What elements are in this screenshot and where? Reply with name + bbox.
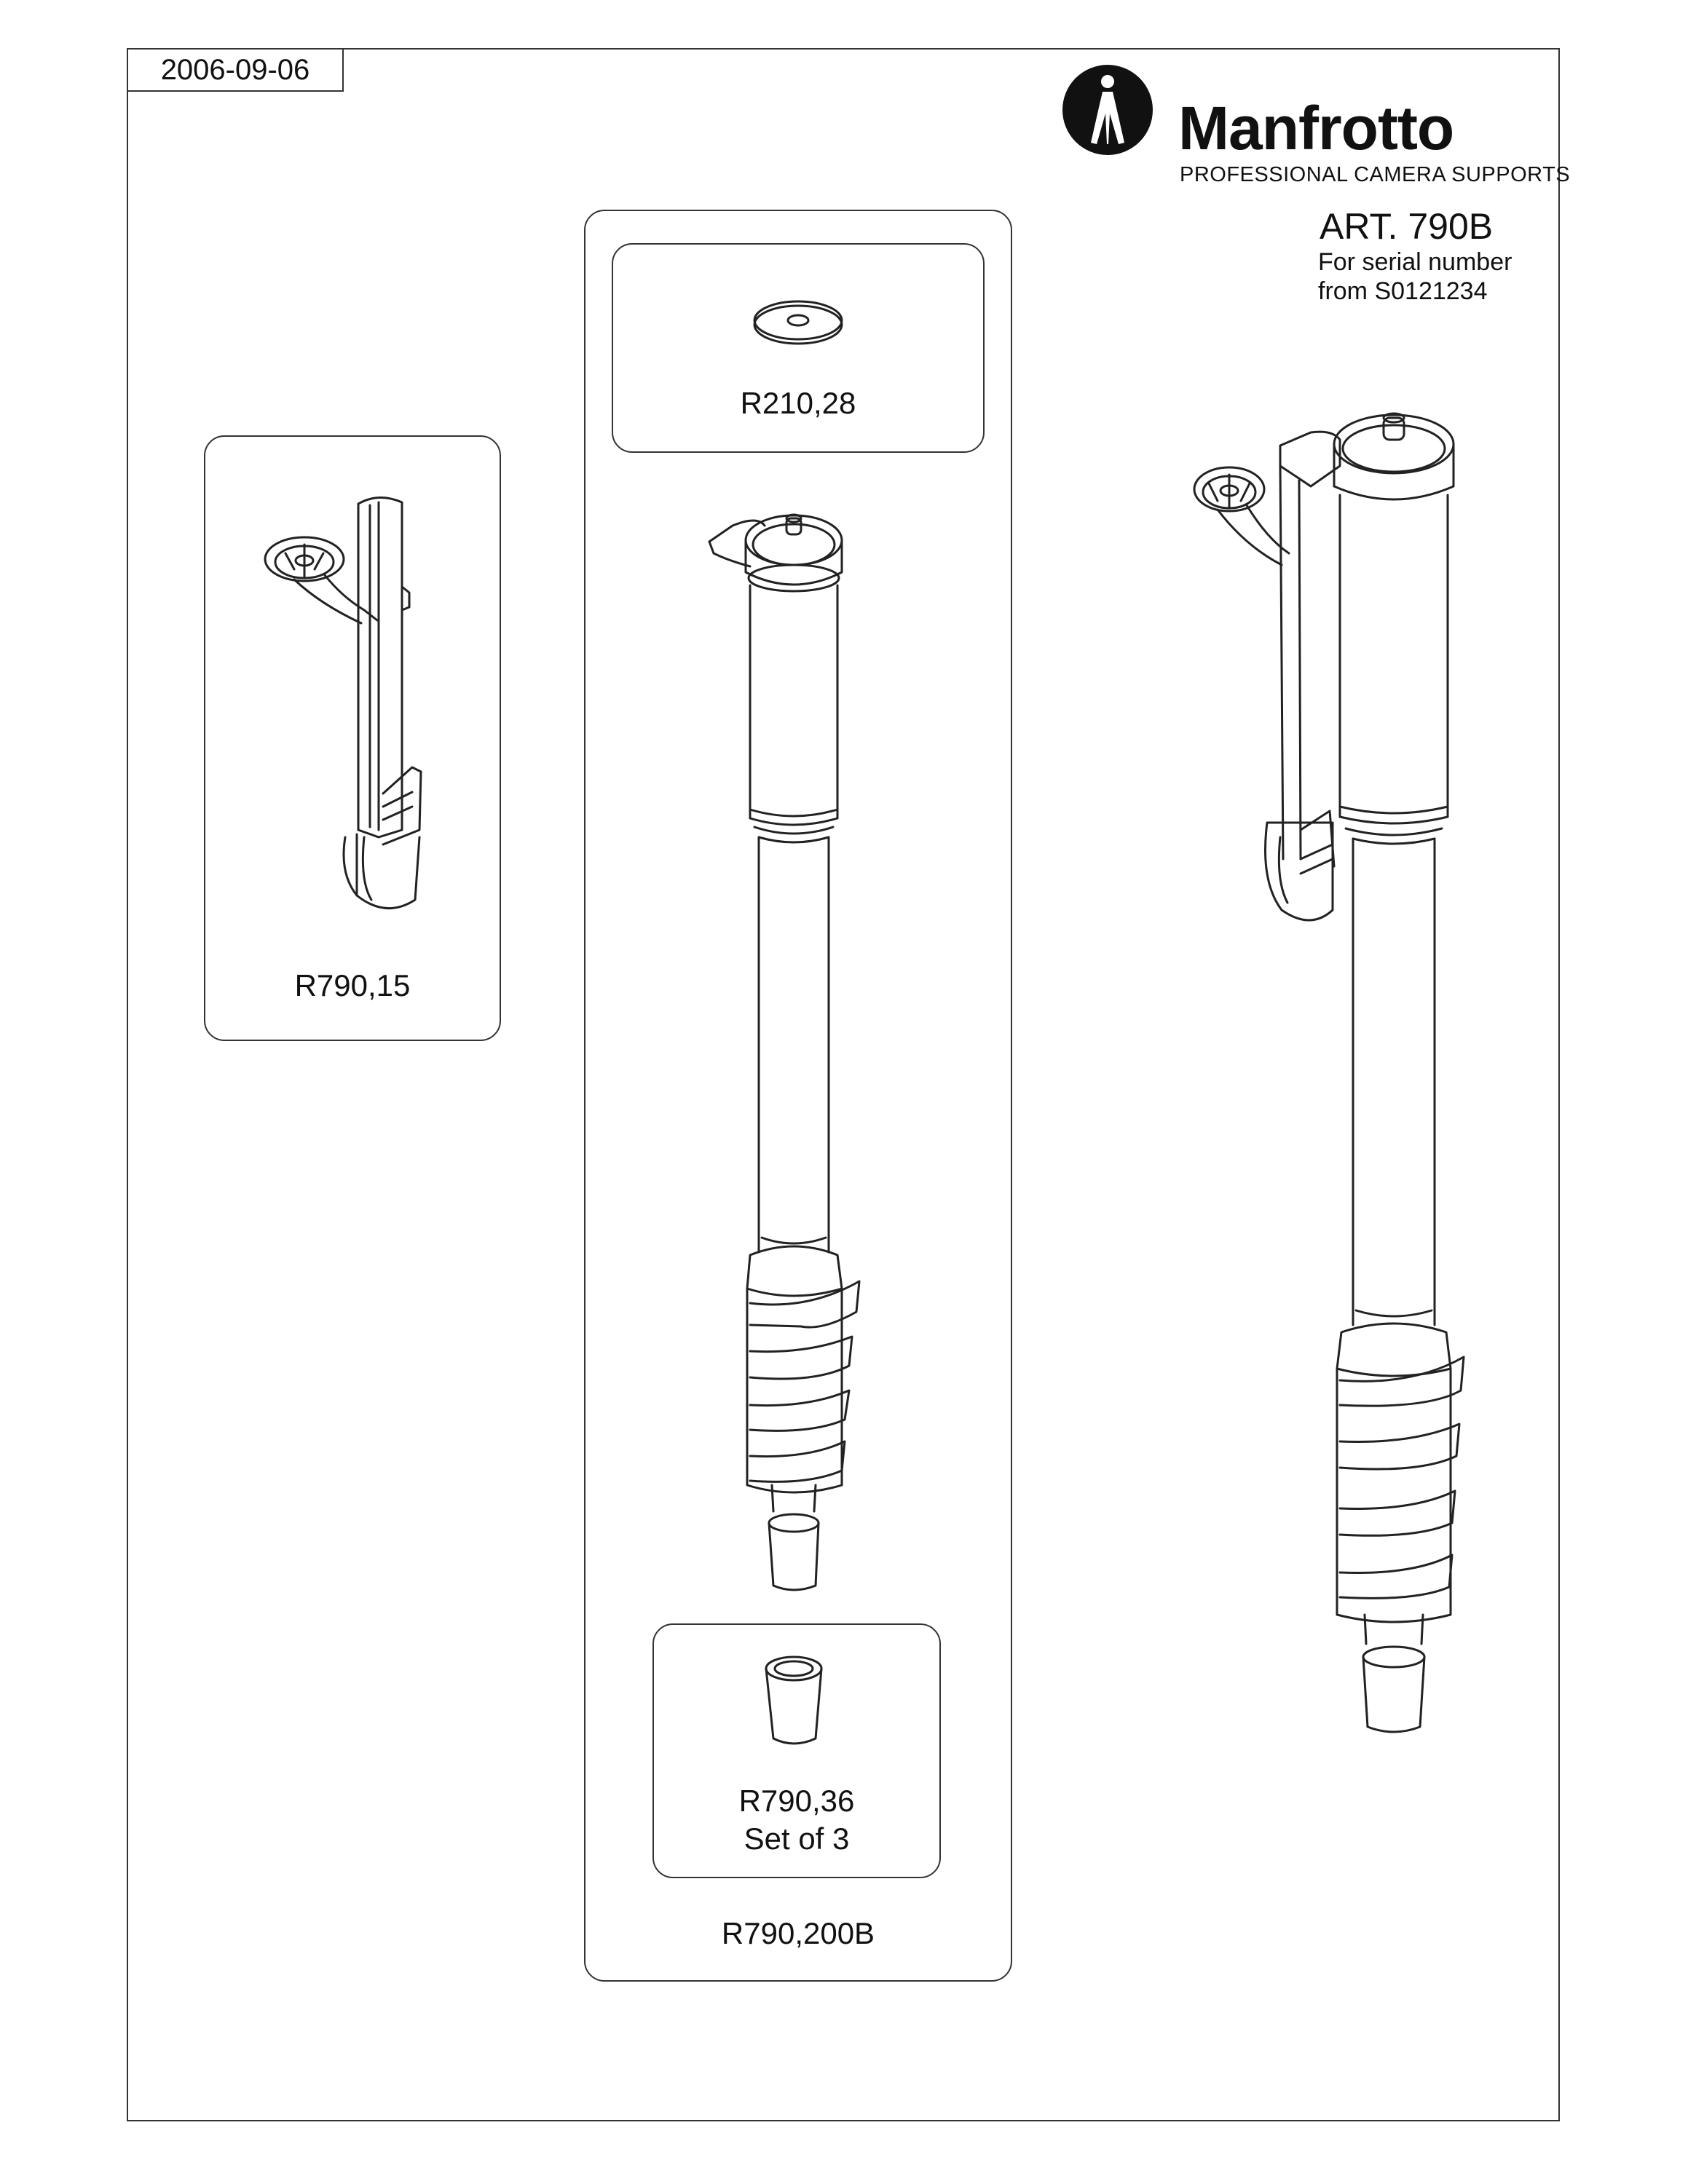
holder-drawing <box>265 497 421 908</box>
brand-tagline: PROFESSIONAL CAMERA SUPPORTS <box>1180 163 1571 186</box>
date-text: 2006-09-06 <box>160 53 310 86</box>
brand-name: Manfrotto <box>1178 94 1454 162</box>
serial-line-2: from S0121234 <box>1318 277 1488 305</box>
serial-line-1: For serial number <box>1318 248 1513 276</box>
holder-label: R790,15 <box>294 968 411 1002</box>
leg-assembly-label: R790,200B <box>721 1916 875 1950</box>
washer-drawing <box>754 301 842 344</box>
article-number: ART. 790B <box>1320 206 1494 247</box>
leg-drawing-center <box>709 515 859 1590</box>
washer-label: R210,28 <box>740 386 856 420</box>
foot-drawing <box>766 1657 821 1744</box>
foot-code: R790,36 <box>738 1784 855 1818</box>
foot-quantity: Set of 3 <box>744 1821 850 1856</box>
leg-drawing-assembled <box>1194 414 1464 1732</box>
